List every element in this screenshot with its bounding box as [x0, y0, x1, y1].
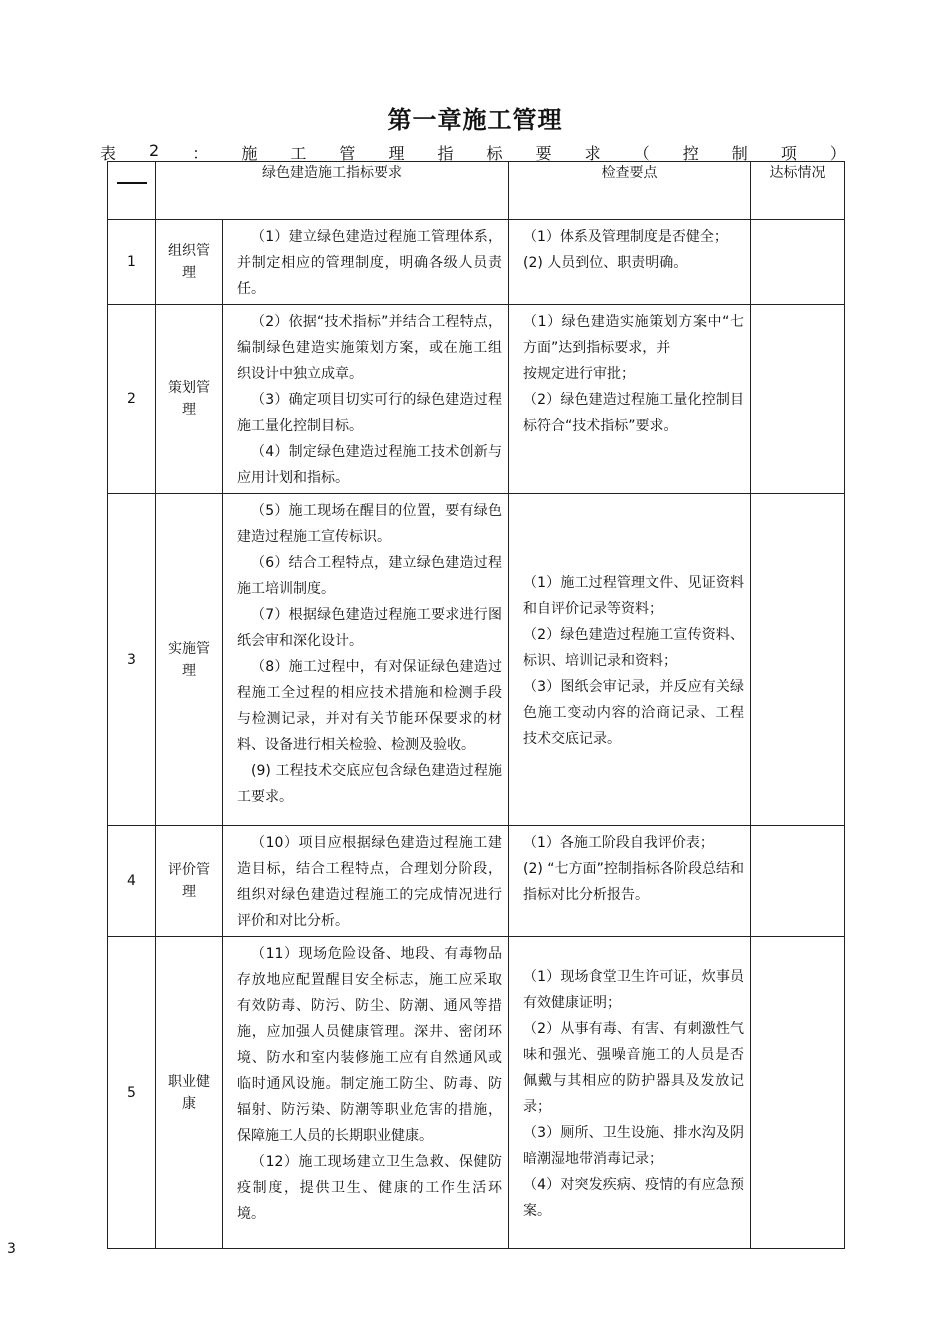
row-status	[751, 937, 845, 1249]
row-check-points	[509, 494, 751, 826]
row-number: 2	[108, 305, 156, 494]
check-item: (2) “七方面”控制指标各阶段总结和指标对比分析报告。	[523, 861, 744, 903]
caption-char: 标	[486, 144, 503, 163]
row-check-points	[509, 220, 751, 305]
row-number: 4	[108, 826, 156, 937]
row-requirements	[223, 826, 509, 937]
row-requirements	[223, 220, 509, 305]
row-requirements	[223, 494, 509, 826]
row-status	[751, 494, 845, 826]
requirement-item: （10）项目应根据绿色建造过程施工建造目标，结合工程特点，合理划分阶段，组织对绿色建造过程施工的完成情况进行评价和对比分析。	[237, 835, 502, 929]
row-category: 评价管理	[156, 826, 223, 937]
requirement-item: （5）施工现场在醒目的位置，要有绿色建造过程施工宣传标识。	[237, 503, 502, 545]
table-row	[108, 494, 845, 826]
check-item: （2）从事有毒、有害、有刺激性气味和强光、强噪音施工的人员是否佩戴与其相应的防护器具及发放记录；	[523, 1020, 744, 1115]
management-requirements-table	[107, 161, 845, 1249]
row-status	[751, 305, 845, 494]
check-item: （3）厕所、卫生设施、排水沟及阴暗潮湿地带消毒记录；	[523, 1124, 744, 1167]
header-requirement: 绿色建造施工指标要求	[156, 162, 509, 220]
row-requirements	[223, 937, 509, 1249]
row-status	[751, 826, 845, 937]
caption-char: ）	[829, 144, 846, 163]
requirement-item: （4）制定绿色建造过程施工技术创新与应用计划和指标。	[237, 444, 502, 486]
check-item: （2）绿色建造过程施工量化控制目标符合“技术指标”要求。	[523, 392, 744, 434]
row-check-points	[509, 305, 751, 494]
caption-char: 要	[535, 144, 552, 163]
header-check-points: 检查要点	[509, 162, 751, 220]
caption-char: ：	[192, 144, 209, 163]
check-item: （1）施工过程管理文件、见证资料和自评价记录等资料；	[523, 574, 744, 617]
check-item: （2）绿色建造过程施工宣传资料、标识、培训记录和资料；	[523, 626, 744, 669]
check-item: （1）绿色建造实施策划方案中“七方面”达到指标要求，并	[523, 314, 744, 356]
check-item: (2) 人员到位、职责明确。	[523, 255, 688, 271]
row-requirements	[223, 305, 509, 494]
requirement-item: （8）施工过程中，有对保证绿色建造过程施工全过程的相应技术措施和检测手段与检测记录，并对有关节能环保要求的材料、设备进行相关检验、检测及验收。	[237, 659, 502, 753]
requirement-item: (9) 工程技术交底应包含绿色建造过程施工要求。	[237, 763, 502, 805]
table-row	[108, 305, 845, 494]
requirement-item: （2）依据“技术指标”并结合工程特点，编制绿色建造实施策划方案，或在施工组织设计中独立成章。	[237, 314, 502, 382]
row-category: 组织管理	[156, 220, 223, 305]
caption-char: 项	[780, 144, 797, 163]
check-item: （3）图纸会审记录，并反应有关绿色施工变动内容的洽商记录、工程技术交底记录。	[523, 678, 744, 747]
caption-char: 理	[388, 144, 405, 163]
row-category: 策划管理	[156, 305, 223, 494]
check-item: （1）现场食堂卫生许可证，炊事员有效健康证明；	[523, 968, 744, 1011]
row-check-points	[509, 937, 751, 1249]
requirement-item: （12）施工现场建立卫生急救、保健防疫制度，提供卫生、健康的工作生活环境。	[237, 1154, 502, 1222]
caption-char: 施	[241, 144, 258, 163]
check-item: （4）对突发疾病、疫情的有应急预案。	[523, 1176, 744, 1219]
caption-char: 指	[437, 144, 454, 163]
header-dash-mark	[117, 182, 147, 184]
row-check-points	[509, 826, 751, 937]
row-number: 1	[108, 220, 156, 305]
caption-char: 2	[149, 141, 160, 160]
check-item: （1）体系及管理制度是否健全；	[523, 229, 728, 245]
row-number: 3	[108, 494, 156, 826]
row-category: 实施管理	[156, 494, 223, 826]
check-item: （1）各施工阶段自我评价表；	[523, 835, 714, 851]
requirement-item: （6）结合工程特点，建立绿色建造过程施工培训制度。	[237, 555, 502, 597]
table-header-row	[108, 162, 845, 220]
table-row	[108, 937, 845, 1249]
requirement-item: （3）确定项目切实可行的绿色建造过程施工量化控制目标。	[237, 392, 502, 434]
caption-char: 控	[682, 144, 699, 163]
caption-char: 工	[290, 144, 307, 163]
caption-char: 表	[100, 144, 117, 163]
table-row	[108, 826, 845, 937]
caption-char: 制	[731, 144, 748, 163]
caption-char: 求	[584, 144, 601, 163]
header-corner-cell	[108, 162, 156, 220]
table-row	[108, 220, 845, 305]
caption-char: （	[633, 144, 650, 163]
page-number: 3	[7, 1241, 16, 1257]
requirement-item: （11）现场危险设备、地段、有毒物品存放地应配置醒目安全标志，施工应采取有效防毒、防污、防尘、防潮、通风等措施，应加强人员健康管理。深井、密闭环境、防水和室内装修施工应有自然通风或临时通风设施。制定施工防尘、防毒、防辐射、防污染、防潮等职业危害的措施，保障施工人员的长期职业健康。	[237, 946, 502, 1144]
requirement-item: （7）根据绿色建造过程施工要求进行图纸会审和深化设计。	[237, 607, 502, 649]
caption-char: 管	[339, 144, 356, 163]
header-status: 达标情况	[751, 162, 845, 220]
row-category: 职业健康	[156, 937, 223, 1249]
requirement-item: （1）建立绿色建造过程施工管理体系，并制定相应的管理制度，明确各级人员责任。	[237, 229, 502, 297]
page-title: 第一章施工管理	[387, 106, 563, 134]
row-status	[751, 220, 845, 305]
check-item: 按规定进行审批；	[523, 366, 635, 382]
row-number: 5	[108, 937, 156, 1249]
